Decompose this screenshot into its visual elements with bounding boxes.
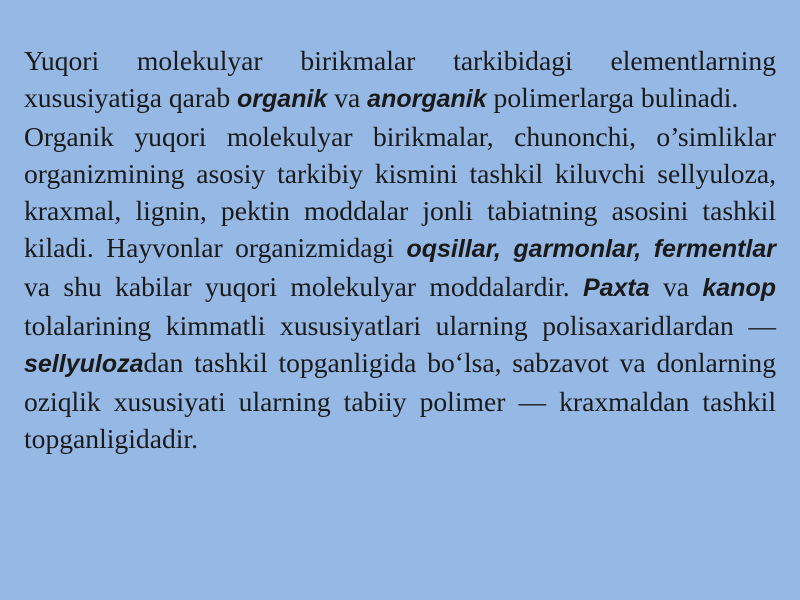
text-segment: Organik yuqori molekulyar birikmalar, chunonchi, o’simliklar organizmining asosiy tarkibiy kismini tashkil kiluvchi sellyuloza, kraxmal, lignin, pektin moddalar jonli tabiatning asosini tashkil kiladi. Hayvonlar organizmidagi — [24, 121, 776, 263]
text-segment: va — [649, 271, 703, 302]
emphasis-term-oqsillar: oqsillar, garmonlar, fermentlar — [406, 235, 776, 263]
text-segment: tolalarining kimmatli xususiyatlari ularning polisaxaridlardan — — [24, 310, 776, 341]
text-segment: Yuqori molekulyar birikmalar tarkibidagi elementlarning xususiyatiga qarab — [24, 45, 776, 113]
paragraph-1 — [24, 42, 776, 118]
emphasis-term-organik: organik — [237, 85, 328, 113]
emphasis-term-paxta: Paxta — [582, 274, 650, 302]
emphasis-term-kanop: kanop — [702, 274, 776, 302]
text-segment: va — [327, 82, 368, 113]
text-segment: va shu kabilar yuqori molekulyar moddalardir. — [24, 271, 583, 302]
emphasis-term-sellyuloza: sellyuloza — [24, 350, 144, 378]
slide-text-body — [24, 42, 776, 457]
text-segment: polimerlarga bulinadi. — [486, 82, 739, 113]
text-segment: dan tashkil topganligida bo‘lsa, sabzavot va donlarning oziqlik xususiyati ularning tabiiy polimer — kraxmaldan tashkil topganligidadir. — [24, 347, 776, 454]
emphasis-term-anorganik: anorganik — [367, 85, 487, 113]
paragraph-2 — [24, 118, 776, 457]
